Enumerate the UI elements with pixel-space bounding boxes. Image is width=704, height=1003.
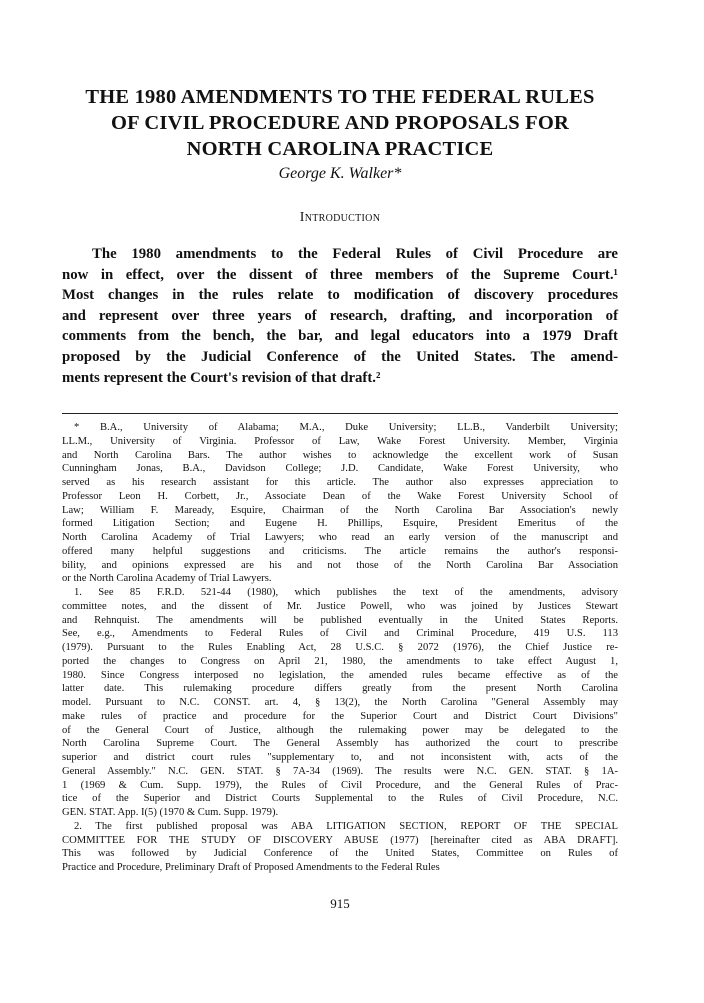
- footnote-line: and Rehnquist. The amendments will be published eventually in the United States Reports.: [62, 614, 618, 626]
- title-line: OF CIVIL PROCEDURE AND PROPOSALS FOR: [110, 112, 570, 134]
- footnote-line: 1. See 85 F.R.D. 521-44 (1980), which publishes the text of the amendments, advisory: [74, 587, 618, 598]
- footnote-line: committee notes, and the dissent of Mr. Justice Powell, who was joined by Justices Stewart: [62, 600, 618, 612]
- footnote-line: Practice and Procedure, Preliminary Draft of Proposed Amendments to the Federal Rules: [62, 862, 440, 873]
- footnote-line: superior and district court rules "supplementary to, and not inconsistent with, acts of the: [62, 752, 618, 763]
- footnote-line: 1 (1969 & Cum. Supp. 1979), the Rules of Civil Procedure, and the General Rules of Prac-: [62, 779, 618, 791]
- body-line: proposed by the Judicial Conference of the United States. The amend-: [62, 348, 618, 365]
- author-byline: George K. Walker*: [278, 165, 402, 182]
- footnote-line: 1980. Since Congress interposed no legislation, the amended rules became effective as of the: [62, 669, 618, 681]
- footnote-line: North Carolina Supreme Court. The General Assembly has authorized the court to prescribe: [62, 738, 618, 750]
- footnote-line: ported the changes to Congress on April 21, 1980, the amendments to take effect August 1,: [62, 655, 618, 667]
- footnote-line: offered many helpful suggestions and criticisms. The article remains the author's responsi-: [62, 545, 618, 557]
- footnote-line: and North Carolina Bars. The author wishes to acknowledge the excellent work of Susan: [62, 449, 618, 461]
- footnote-line: 2. The first published proposal was ABA LITIGATION SECTION, REPORT OF THE SPECIAL: [74, 820, 618, 832]
- footnotes: [62, 421, 618, 875]
- footnote-line: or the North Carolina Academy of Trial Lawyers.: [62, 573, 272, 585]
- footnote-line: bility, and opinions expressed are his and not those of the North Carolina Bar Association: [62, 559, 618, 571]
- title-line: THE 1980 AMENDMENTS TO THE FEDERAL RULES: [85, 86, 595, 108]
- body-paragraph: [62, 244, 618, 388]
- body-line: and represent over three years of research, drafting, and incorporation of: [62, 307, 618, 324]
- section-heading: Introduction: [299, 210, 381, 225]
- footnote-line: tice of the Superior and District Courts Supplemental to the Rules of Civil Procedure, N.C.: [62, 793, 618, 805]
- footnote-line: formed Litigation Section; and Eugene H. Phillips, Esquire, President Emeritus of the: [62, 518, 618, 530]
- body-line: Most changes in the rules relate to modification of discovery procedures: [62, 287, 618, 304]
- footnote-line: served as his research assistant for this article. The author also expresses appreciation to: [62, 477, 618, 488]
- footnote-line: General Assembly." N.C. GEN. STAT. § 7A-34 (1969). The results were N.C. GEN. STAT. § 1A-: [62, 765, 618, 777]
- footnote-line: Professor Leon H. Corbett, Jr., Associate Dean of the Wake Forest University School of: [62, 490, 618, 502]
- footnote-line: make rules of practice and procedure for the Superior Court and District Court Divisions": [62, 710, 618, 722]
- body-line: ments represent the Court's revision of that draft.²: [62, 369, 381, 386]
- footnote-line: latter date. This rulemaking procedure differs greatly from the present North Carolina: [62, 683, 618, 695]
- footnote-line: model. Pursuant to N.C. CONST. art. 4, § 13(2), the North Carolina "General Assembly may: [62, 697, 618, 708]
- article-title: [40, 84, 640, 162]
- footnote-line: This was followed by Judicial Conference of the United States, Committee on Rules of: [62, 848, 618, 860]
- footnote-line: COMMITTEE FOR THE STUDY OF DISCOVERY ABUSE (1977) [hereinafter cited as ABA DRAFT].: [62, 834, 618, 846]
- body-line: The 1980 amendments to the Federal Rules of Civil Procedure are: [92, 246, 618, 262]
- footnote-line: LL.M., University of Virginia. Professor of Law, Wake Forest University. Member, Virginia: [62, 435, 618, 447]
- body-line: now in effect, over the dissent of three members of the Supreme Court.¹: [62, 266, 618, 283]
- footnote-line: Law; William F. Maready, Esquire, Chairman of the North Carolina Bar Association's newly: [62, 504, 618, 516]
- footnote-line: of the General Court of Justice, although the rulemaking power may be delegated to the: [62, 724, 618, 736]
- footnote-line: North Carolina Academy of Trial Lawyers; who read an early version of the manuscript and: [62, 532, 618, 543]
- footnote-line: See, e.g., Amendments to Federal Rules of Civil and Criminal Procedure, 419 U.S. 113: [62, 628, 618, 640]
- body-line: comments from the bench, the bar, and legal educators into a 1979 Draft: [62, 328, 618, 345]
- page-number: 915: [330, 896, 350, 911]
- title-line: NORTH CAROLINA PRACTICE: [186, 138, 494, 160]
- footnote-line: GEN. STAT. App. I(5) (1970 & Cum. Supp. 1979).: [62, 807, 279, 818]
- footnote-line: (1979). Pursuant to the Rules Enabling Act, 28 U.S.C. § 2072 (1976), the Chief Justice re-: [62, 642, 618, 653]
- footnote-divider: [62, 413, 618, 414]
- footnote-line: * B.A., University of Alabama; M.A., Duke University; LL.B., Vanderbilt University;: [74, 422, 618, 433]
- footnote-line: Cunningham Jonas, B.A., Davidson College; J.D. Candidate, Wake Forest University, who: [62, 463, 618, 475]
